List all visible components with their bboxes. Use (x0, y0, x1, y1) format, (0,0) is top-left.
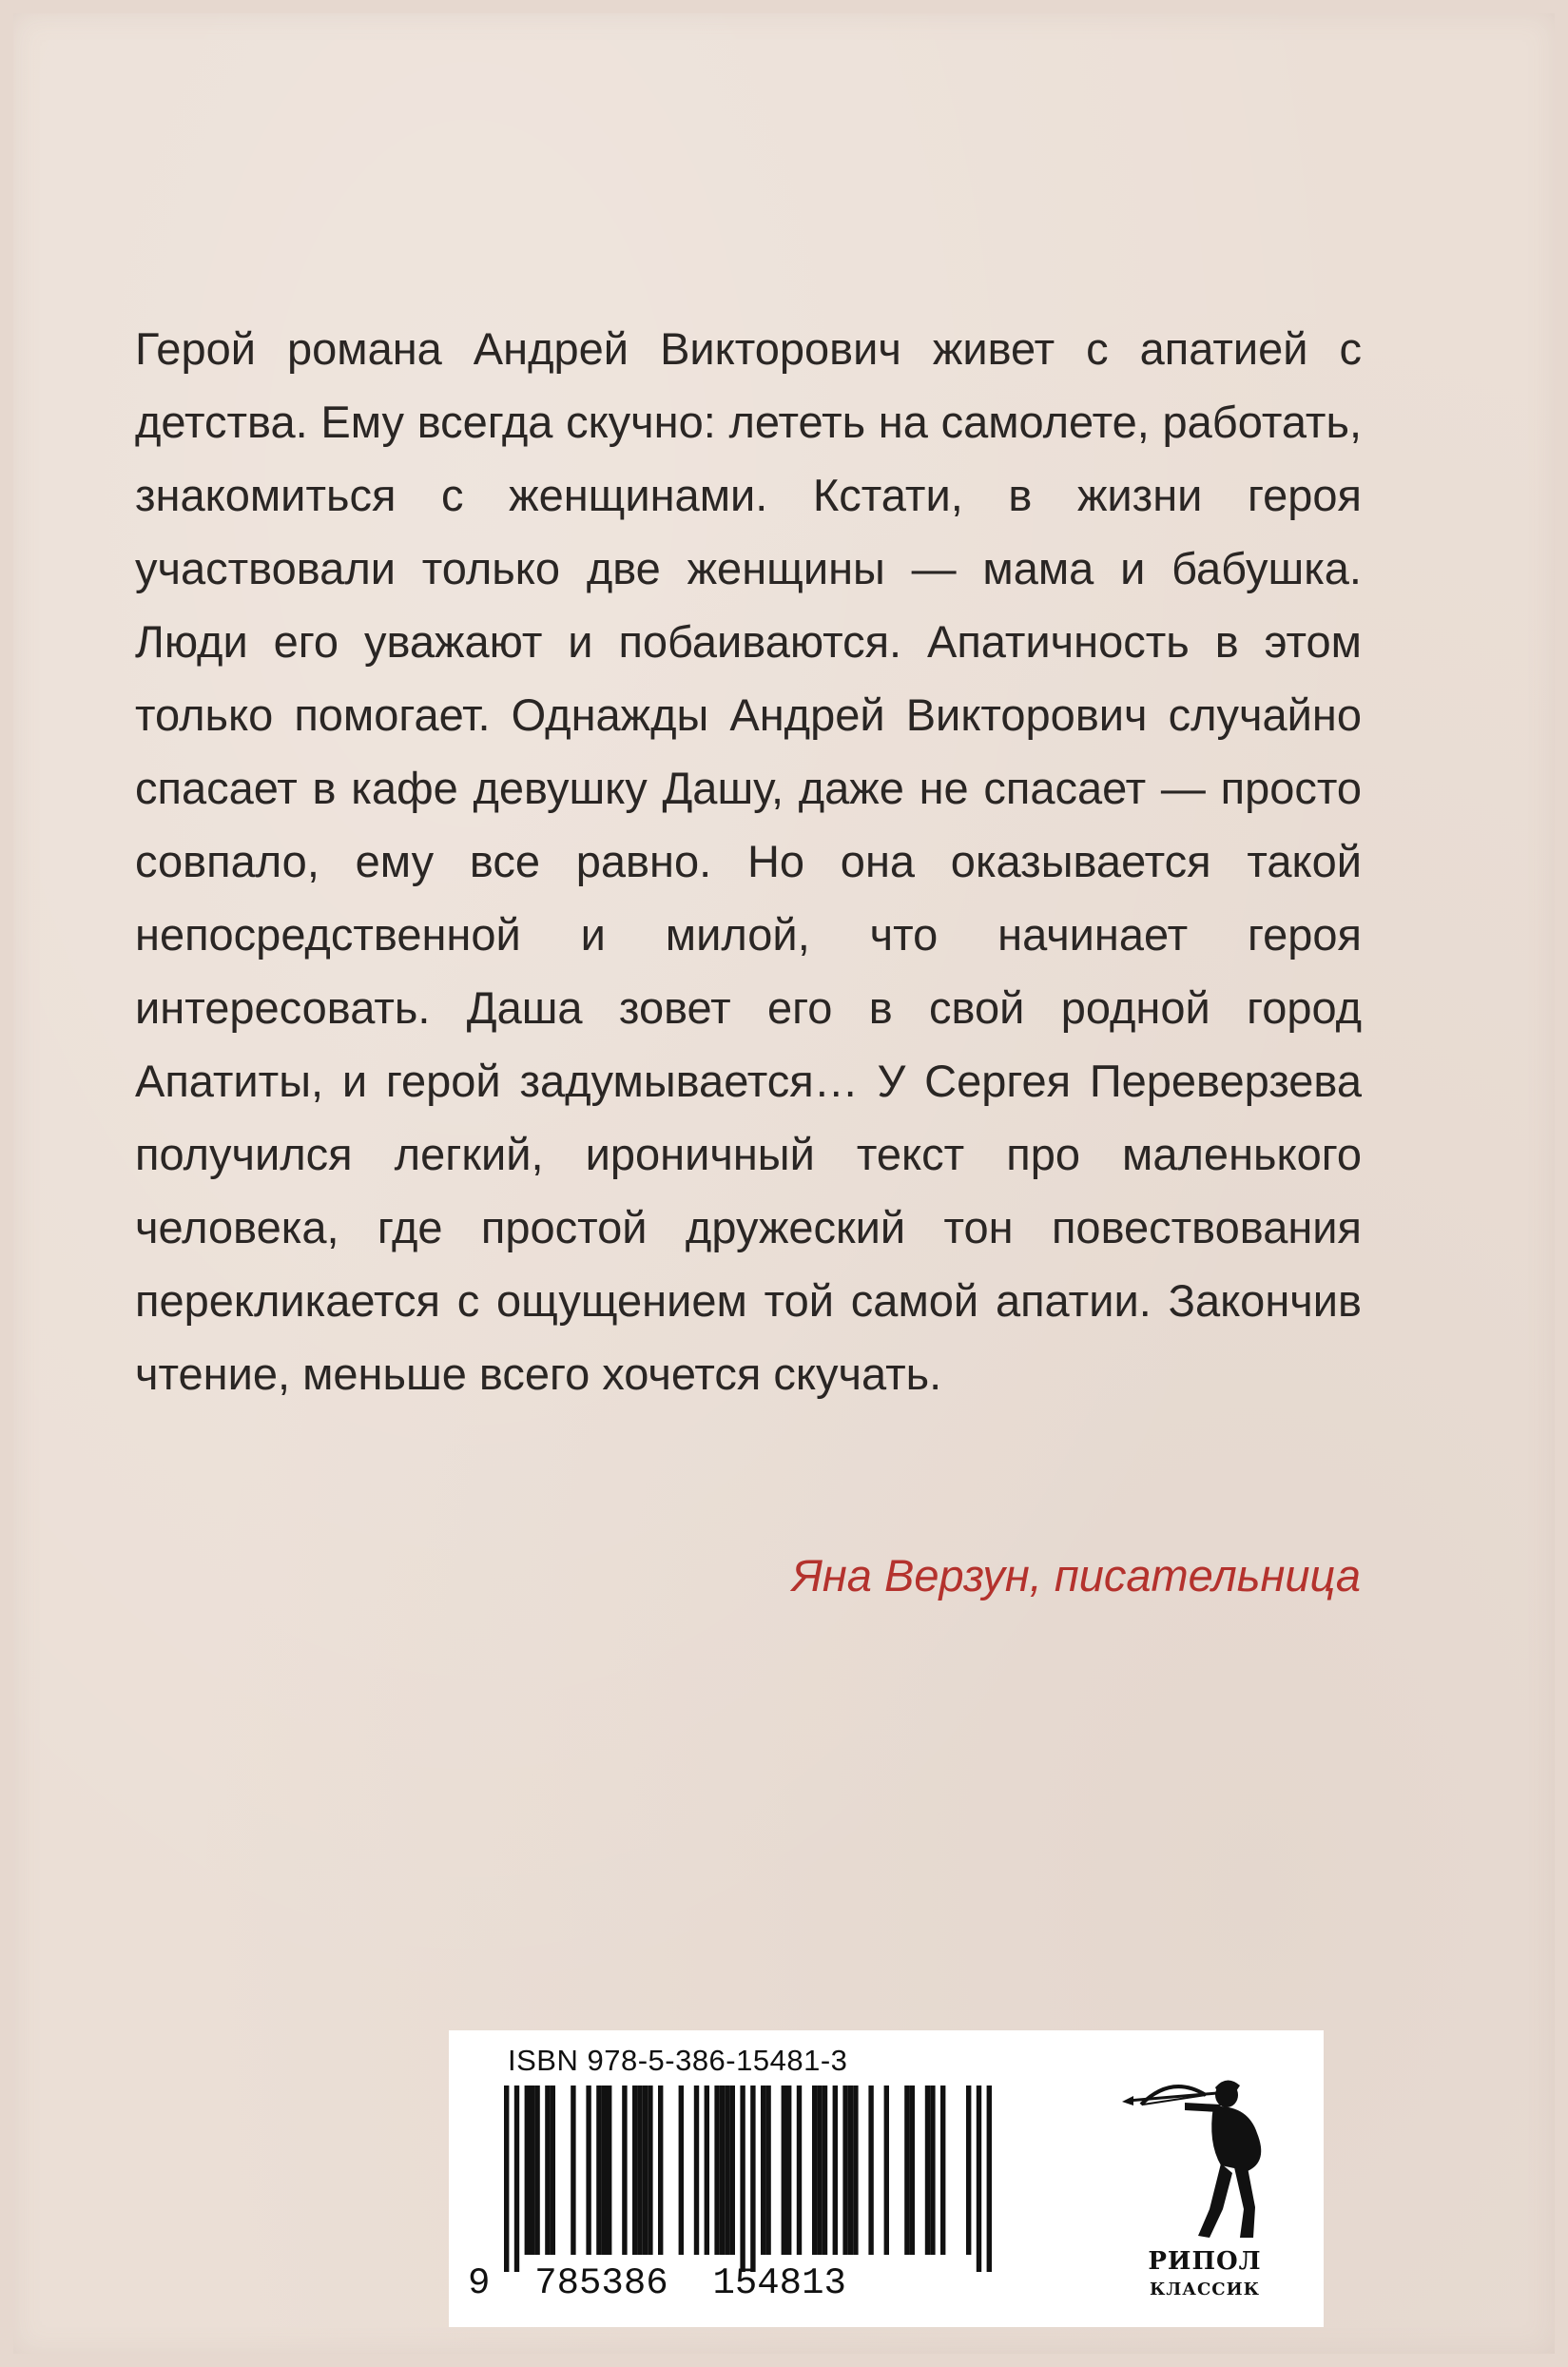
barcode-bar (966, 2086, 971, 2255)
barcode-bar (602, 2086, 607, 2255)
barcode-bar (853, 2086, 858, 2255)
barcode-bar (607, 2086, 611, 2255)
barcode-bar (765, 2086, 770, 2255)
barcode-bar (530, 2086, 534, 2255)
barcode-bar (725, 2086, 729, 2255)
barcode-bar (833, 2086, 838, 2255)
barcode-panel (449, 2030, 1324, 2327)
barcode-digits (468, 2262, 867, 2304)
barcode-bar (694, 2086, 699, 2255)
barcode-guard-bar (504, 2086, 509, 2272)
barcode-bar (842, 2086, 847, 2255)
barcode-bar (534, 2086, 539, 2255)
barcode-bar (525, 2086, 530, 2255)
barcode-guard-bar (977, 2086, 981, 2272)
barcode-bar (782, 2086, 786, 2255)
barcode-bar (817, 2086, 822, 2255)
barcode-bar (812, 2086, 817, 2255)
barcode-bar (545, 2086, 550, 2255)
barcode-digits-right: 154813 (712, 2262, 846, 2304)
barcode-digits-left: 785386 (534, 2262, 668, 2304)
barcode-bar (714, 2086, 719, 2255)
barcode-bar (586, 2086, 590, 2255)
barcode-digit-first: 9 (468, 2262, 491, 2304)
barcode-bar (910, 2086, 915, 2255)
barcode-bars (504, 2086, 1036, 2276)
barcode-bar (823, 2086, 827, 2255)
barcode-bar (648, 2086, 652, 2255)
barcode-bar (848, 2086, 853, 2255)
archer-silhouette-icon (1114, 2066, 1295, 2247)
barcode-bar (940, 2086, 945, 2255)
barcode-bar (797, 2086, 802, 2255)
barcode-guard-bar (987, 2086, 992, 2272)
barcode-bar (904, 2086, 909, 2255)
barcode-bar (622, 2086, 627, 2255)
barcode-bar (884, 2086, 889, 2255)
barcode-bar (643, 2086, 648, 2255)
barcode-bar (786, 2086, 791, 2255)
barcode-bar (637, 2086, 642, 2255)
publisher-name: РИПОЛ (1148, 2247, 1262, 2276)
blurb-text: Герой романа Андрей Викторович живет с апатией с детства. Ему всегда скучно: лететь на самолете, работать, знакомиться с женщинами. Кстати, в жизни героя участвовали только две женщины — мама и бабушка. Люди его уважают и побаиваются. Апатичность в этом только помогает. Однажды Андрей Викторович случайно спасает в кафе девушку Дашу, даже не спасает — просто совпало, ему все равно. Но она оказывается такой непосредственной и милой, что начинает героя интересовать. Даша зовет его в свой родной город Апатиты, и герой задумывается… У Сергея Переверзева получился легкий, ироничный текст про маленького человека, где простой дружеский тон повествования перекликается с ощущением той самой апатии. Закончив чтение, меньше всего хочется скучать. (135, 323, 1362, 1399)
barcode-bar (658, 2086, 663, 2255)
barcode-bar (730, 2086, 735, 2255)
barcode-guard-bar (514, 2086, 519, 2272)
barcode-bar (868, 2086, 873, 2255)
barcode-bar (705, 2086, 709, 2255)
barcode-bar (925, 2086, 930, 2255)
barcode-guard-bar (740, 2086, 745, 2272)
barcode-bar (571, 2086, 575, 2255)
barcode-guard-bar (750, 2086, 755, 2272)
barcode-bar (632, 2086, 637, 2255)
isbn-label: ISBN 978-5-386-15481-3 (508, 2044, 848, 2077)
barcode-bar (679, 2086, 684, 2255)
barcode-bar (551, 2086, 555, 2255)
barcode-bar (596, 2086, 601, 2255)
publisher-logo (1114, 2066, 1295, 2323)
barcode-bar (930, 2086, 935, 2255)
publisher-subname: КЛАССИК (1150, 2280, 1260, 2299)
barcode-bar (720, 2086, 725, 2255)
review-attribution: Яна Верзун, писательница (791, 1550, 1361, 1601)
barcode-bar (761, 2086, 765, 2255)
